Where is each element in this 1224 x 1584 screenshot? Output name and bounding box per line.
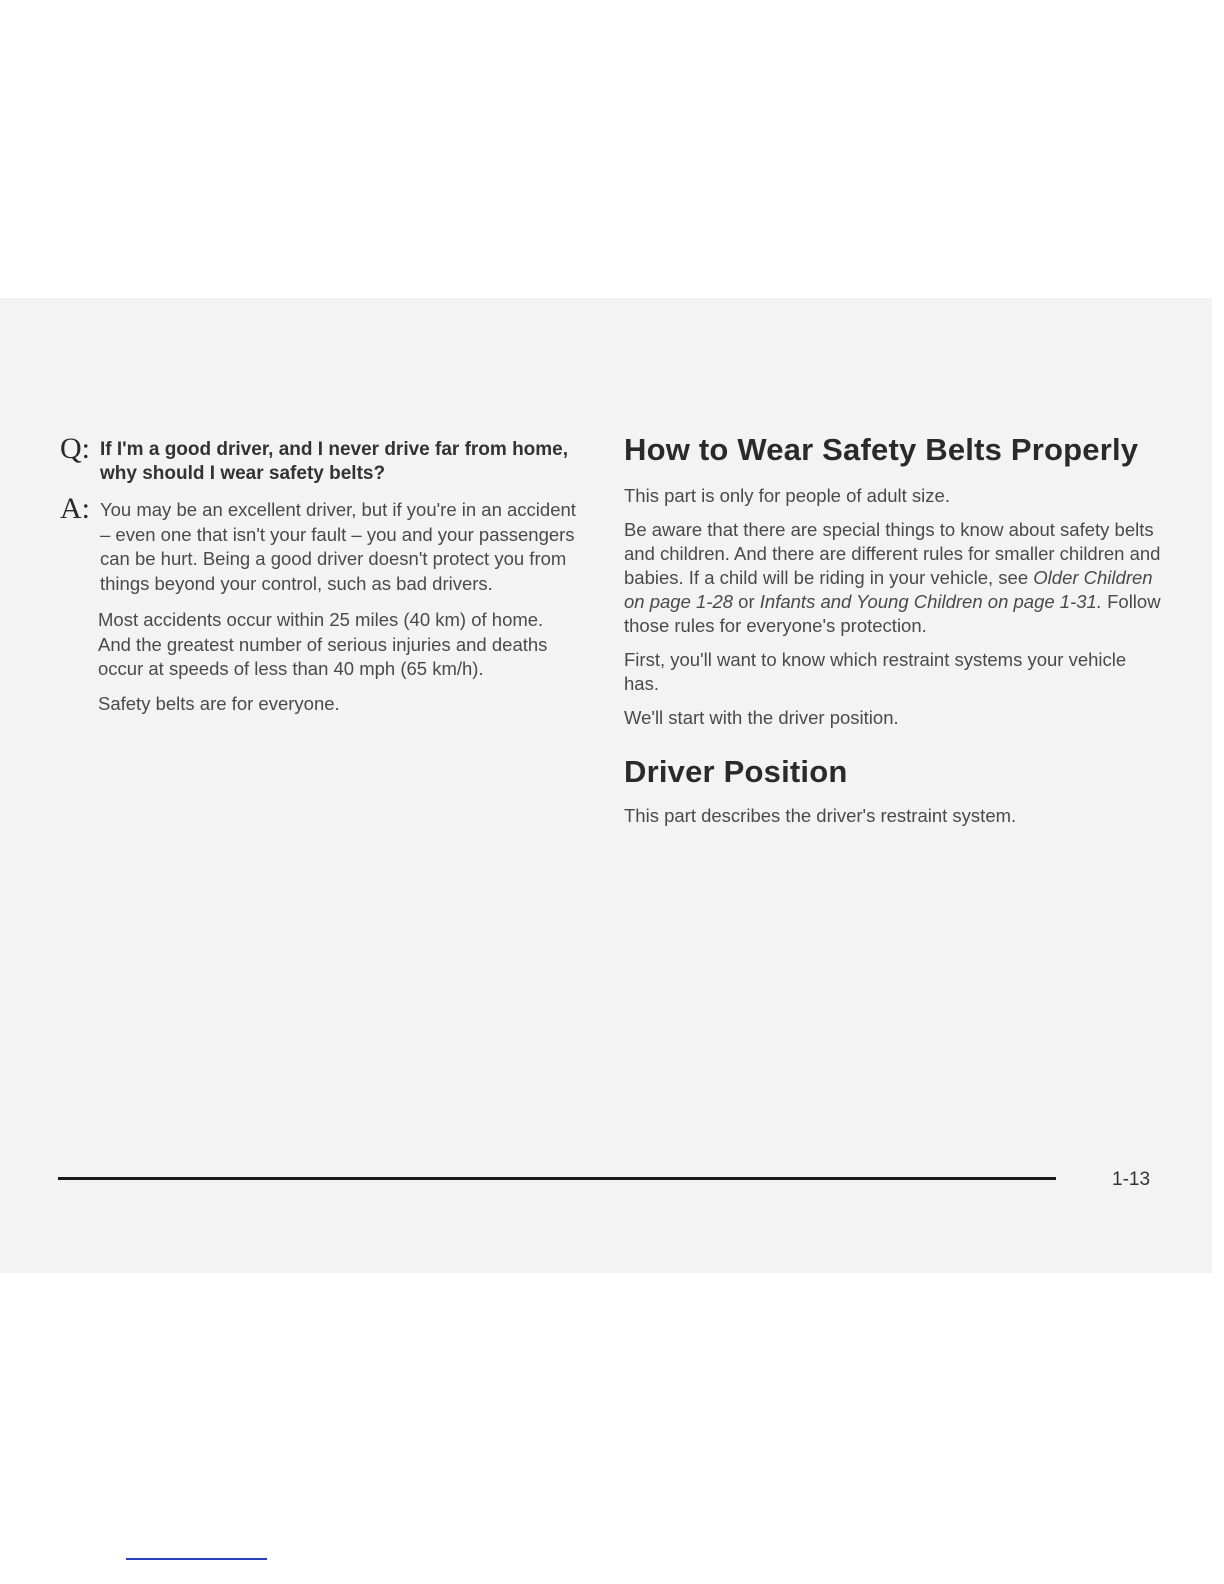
adult-size-paragraph: This part is only for people of adult size. — [624, 485, 950, 506]
everyone-paragraph: Safety belts are for everyone. — [98, 692, 340, 714]
children-paragraph — [624, 518, 1164, 638]
right-column — [624, 432, 1164, 838]
footer-rule — [58, 1177, 1056, 1180]
question-text: If I'm a good driver, and I never drive far from home, why should I wear safety belts? — [100, 439, 569, 484]
section-heading-safety-belts: How to Wear Safety Belts Properly — [624, 432, 1139, 467]
infants-reference-link[interactable]: Infants and Young Children on page 1-31. — [759, 591, 1102, 612]
question-block — [58, 432, 578, 486]
footer-link-underline — [126, 1558, 267, 1560]
children-text-mid: or — [733, 591, 760, 612]
accidents-paragraph: Most accidents occur within 25 miles (40 km) of home. And the greatest number of serious injuries and deaths occur at speeds of less than 40 mph (65 km/h). — [98, 609, 548, 679]
section-heading-driver-position: Driver Position — [624, 754, 848, 789]
driver-restraint-paragraph: This part describes the driver's restraint system. — [624, 805, 1017, 826]
restraint-systems-paragraph: First, you'll want to know which restraint systems your vehicle has. — [624, 649, 1127, 694]
left-column — [58, 432, 578, 716]
driver-start-paragraph: We'll start with the driver position. — [624, 707, 899, 728]
question-mark-label: Q: — [60, 432, 90, 465]
older-children-reference-link[interactable]: Older Children on page 1-28 — [624, 567, 1153, 612]
answer-block — [58, 492, 578, 596]
page-number: 1-13 — [1112, 1169, 1151, 1190]
children-text-end: Follow those rules for everyone's protection. — [624, 591, 1161, 636]
answer-mark-label: A: — [60, 492, 90, 525]
children-text-start: Be aware that there are special things to know about safety belts and children. And there are different rules for smaller children and babies. If a child will be riding in your vehicle, see — [624, 519, 1161, 588]
answer-text: You may be an excellent driver, but if you're in an accident – even one that isn't your fault – you and your passengers can be hurt. Being a good driver doesn't protect you from things beyond your control, such as bad drivers. — [100, 499, 576, 594]
